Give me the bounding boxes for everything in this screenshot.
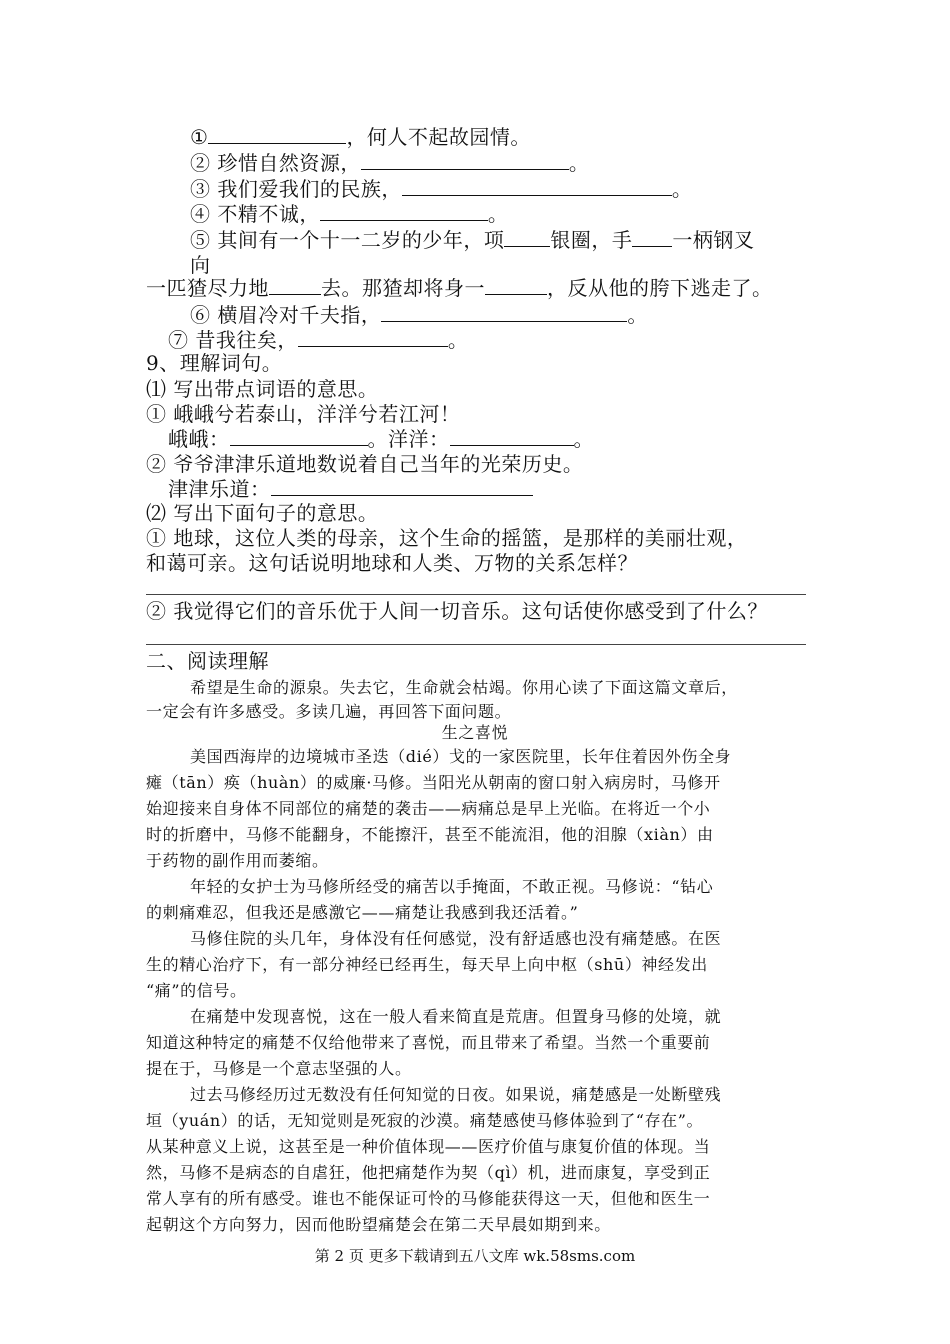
article-line: 垣（yuán）的话，无知觉则是死寂的沙漠。痛楚感使马修体验到了“存在”。 [146,1111,704,1130]
page-footer: 第 2 页 更多下载请到五八文库 wk.58sms.com [314,1247,636,1265]
question-9-part-2: ⑵ 写出下面句子的意思。 [146,501,379,525]
line-text: 去。那猹却将身一 [321,276,485,300]
article-line: 常人享有的所有感受。谁也不能保证可怜的马修能获得这一天，但他和医生一 [146,1189,711,1208]
question-9-title: 9、理解词句。 [146,351,283,375]
article-line: 生的精心治疗下，有一部分神经已经再生，每天早上向中枢（shū）神经发出 [146,955,708,974]
article-line: 知道这种特定的痛楚不仅给他带来了喜悦，而且带来了希望。当然一个重要前 [146,1033,711,1052]
answer-blank[interactable] [361,151,569,170]
answer-blank[interactable] [271,477,533,496]
line-text: ⑦ 昔我往矣， [168,328,298,352]
line-text: 。 [627,303,648,327]
article-line: 起朝这个方向努力，因而他盼望痛楚会在第二天早晨如期到来。 [146,1215,611,1234]
fill-line-5 [190,227,754,253]
question-9-2a-line-2: 和蔼可亲。这句话说明地球和人类、万物的关系怎样？ [146,551,638,575]
item-number: ① [190,125,209,149]
question-9-1b-sentence: ② 爷爷津津乐道地数说着自己当年的光荣历史。 [146,452,584,476]
answer-line[interactable] [146,594,806,595]
answer-blank[interactable] [230,427,368,446]
answer-line[interactable] [146,644,806,645]
article-line: 于药物的副作用而萎缩。 [146,851,329,870]
answer-blank[interactable] [208,125,346,144]
line-text: 一柄钢叉 [672,228,755,252]
question-9-1a-answers [168,426,594,452]
fill-line-2 [190,150,589,176]
article-line: 的刺痛难忍，但我还是感激它——痛楚让我感到我还活着。” [146,903,579,922]
line-text: 银圈，手 [550,228,633,252]
intro-line-1: 希望是生命的源泉。失去它，生命就会枯竭。你用心读了下面这篇文章后， [190,678,738,697]
question-9-part-1: ⑴ 写出带点词语的意思。 [146,377,379,401]
line-text: ② 珍惜自然资源， [190,151,361,175]
line-text: 一匹猹尽力地 [146,276,269,300]
answer-blank[interactable] [450,427,574,446]
line-text: 。 [568,151,590,175]
answer-blank[interactable] [504,228,550,247]
line-text: ，反从他的胯下逃走了。 [547,276,773,300]
question-9-2a-line-1: ① 地球，这位人类的母亲，这个生命的摇篮，是那样的美丽壮观， [146,526,748,550]
answer-blank[interactable] [381,303,627,322]
article-title: 生之喜悦 [441,723,509,742]
article-line: 提在于，马修是一个意志坚强的人。 [146,1059,412,1078]
article-line: 在痛楚中发现喜悦，这在一般人看来简直是荒唐。但置身马修的处境，就 [190,1007,722,1026]
question-9-1b-answer [168,476,533,502]
question-9-2b: ② 我觉得它们的音乐优于人间一切音乐。这句话使你感受到了什么？ [146,599,768,623]
answer-blank[interactable] [402,177,672,196]
question-9-1a-sentence: ① 峨峨兮若泰山，洋洋兮若江河！ [146,402,461,426]
line-text: 。 [671,177,693,201]
fill-line-7 [190,302,648,328]
answer-blank[interactable] [485,276,547,295]
fill-line-4 [190,201,508,227]
line-text: 。 [487,202,509,226]
article-line: 从某种意义上说，这甚至是一种价值体现——医疗价值与康复价值的体现。当 [146,1137,711,1156]
line-text: ⑥ 横眉冷对千夫指， [190,303,382,327]
article-line: 瘫（tān）痪（huàn）的威廉·马修。当阳光从朝南的窗口射入病房时，马修开 [146,773,721,792]
line-text: ⑤ 其间有一个十一二岁的少年，项 [190,228,505,252]
article-line: 马修住院的头几年，身体没有任何感觉，没有舒适感也没有痛楚感。在医 [190,929,722,948]
line-text: 。 [573,427,594,451]
line-text: ，何人不起故园情。 [346,125,531,149]
fill-line-5-wrap: 向 [190,253,211,277]
line-text: 。洋洋： [367,427,450,451]
article-line: 年轻的女护士为马修所经受的痛苦以手掩面，不敢正视。马修说：“钻心 [190,877,714,896]
answer-blank[interactable] [298,328,448,347]
line-text: 。 [447,328,469,352]
answer-blank[interactable] [269,276,321,295]
section-heading: 二、阅读理解 [146,649,269,673]
line-text: 峨峨： [168,427,230,451]
line-text: ③ 我们爱我们的民族， [190,177,402,201]
answer-blank[interactable] [320,202,488,221]
answer-blank[interactable] [632,228,672,247]
intro-line-2: 一定会有许多感受。多读几遍，再回答下面问题。 [146,702,512,721]
article-line: “痛”的信号。 [146,981,247,1000]
article-line: 美国西海岸的边境城市圣迭（dié）戈的一家医院里，长年住着因外伤全身 [190,747,732,766]
fill-line-6 [146,275,773,301]
article-line: 过去马修经历过无数没有任何知觉的日夜。如果说，痛楚感是一处断壁残 [190,1085,722,1104]
fill-line-3 [190,176,692,202]
line-text: 津津乐道： [168,477,271,501]
fill-line-1 [190,124,531,150]
line-text: ④ 不精不诚， [190,202,320,226]
article-line: 时的折磨中，马修不能翻身，不能擦汗，甚至不能流泪，他的泪腺（xiàn）由 [146,825,714,844]
article-line: 然，马修不是病态的自虐狂，他把痛楚作为契（qì）机，进而康复，享受到正 [146,1163,711,1182]
article-line: 始迎接来自身体不同部位的痛楚的袭击——病痛总是早上光临。在将近一个小 [146,799,711,818]
